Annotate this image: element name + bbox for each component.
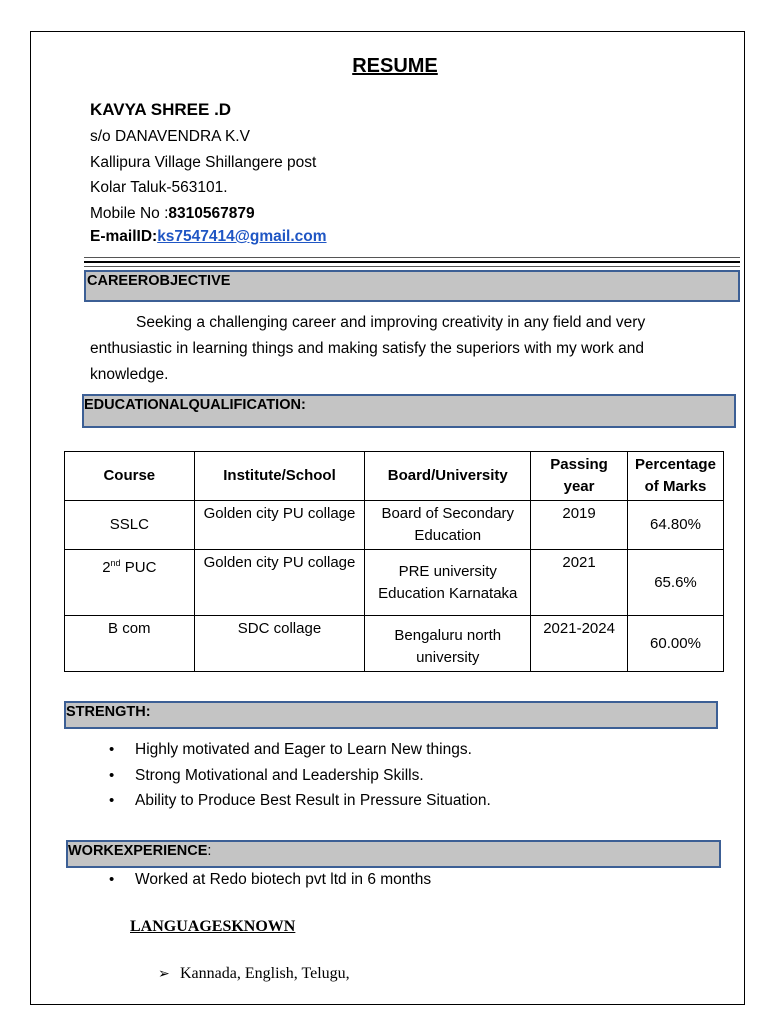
mobile-label: Mobile No : — [90, 205, 169, 222]
languages-line — [158, 965, 350, 983]
candidate-name: KAVYA SHREE .D — [90, 100, 232, 119]
career-objective-text: Seeking a challenging career and improving creativity in any field and very enthusiastic in learning things and making satisfy the superiors with my work and knowledge. — [90, 314, 646, 383]
address-line-2: Kolar Taluk-563101. — [90, 179, 228, 196]
list-item: • Worked at Redo biotech pvt ltd in 6 months — [135, 867, 431, 893]
list-item: • Strong Motivational and Leadership Skills. — [135, 763, 491, 789]
work-experience-heading-suffix: : — [207, 843, 212, 859]
table-row — [65, 550, 724, 616]
percent-cell: 65.6% — [627, 550, 723, 616]
board-cell: Bengaluru north university — [365, 616, 531, 672]
institute-cell: Golden city PU collage — [194, 550, 365, 616]
mobile-value: 8310567879 — [168, 205, 255, 222]
work-experience-heading-text: WORKEXPERIENCE — [68, 843, 208, 859]
work-experience-list — [88, 867, 431, 893]
board-cell: PRE university Education Karnataka — [365, 550, 531, 616]
header-passing-year: Passing year — [531, 452, 628, 501]
email-link[interactable]: ks7547414@gmail.com — [157, 228, 327, 245]
table-row — [65, 616, 724, 672]
institute-cell: SDC collage — [194, 616, 365, 672]
institute-cell: Golden city PU collage — [194, 501, 365, 550]
year-cell: 2019 — [531, 501, 628, 550]
percent-cell: 60.00% — [627, 616, 723, 672]
career-objective-heading: CAREEROBJECTIVE — [84, 270, 740, 302]
course-cell: B com — [65, 616, 195, 672]
header-rule-2 — [84, 261, 740, 263]
email-line — [90, 228, 327, 246]
strength-list — [88, 737, 491, 814]
header-percentage: Percentage of Marks — [627, 452, 723, 501]
header-rule-1 — [84, 257, 740, 258]
percent-cell: 64.80% — [627, 501, 723, 550]
table-row — [65, 501, 724, 550]
course-text: 2 — [102, 559, 111, 576]
board-cell: Board of Secondary Education — [365, 501, 531, 550]
mobile-line — [90, 205, 255, 223]
header-board: Board/University — [365, 452, 531, 501]
address-line-1: Kallipura Village Shillangere post — [90, 154, 317, 171]
languages-heading: LANGUAGESKNOWN — [130, 918, 296, 935]
list-item: • Highly motivated and Eager to Learn New things. — [135, 737, 491, 763]
header-rule-3 — [84, 266, 740, 267]
education-heading: EDUCATIONALQUALIFICATION: — [82, 394, 736, 428]
education-table — [64, 451, 724, 672]
year-cell: 2021-2024 — [531, 616, 628, 672]
course-cell: SSLC — [65, 501, 195, 550]
languages-text: Kannada, English, Telugu, — [180, 965, 350, 982]
email-label: E-mailID: — [90, 228, 158, 245]
page-title: RESUME — [352, 55, 438, 77]
course-superscript: nd — [110, 558, 121, 568]
arrow-bullet-icon: ➢ — [158, 967, 170, 982]
table-header-row — [65, 452, 724, 501]
course-cell — [65, 550, 195, 616]
list-item: • Ability to Produce Best Result in Pressure Situation. — [135, 788, 491, 814]
relation-line: s/o DANAVENDRA K.V — [90, 128, 250, 145]
year-cell: 2021 — [531, 550, 628, 616]
header-course: Course — [65, 452, 195, 501]
work-experience-heading — [66, 840, 721, 868]
header-institute: Institute/School — [194, 452, 365, 501]
strength-heading: STRENGTH: — [64, 701, 718, 729]
course-text-rest: PUC — [120, 559, 157, 576]
